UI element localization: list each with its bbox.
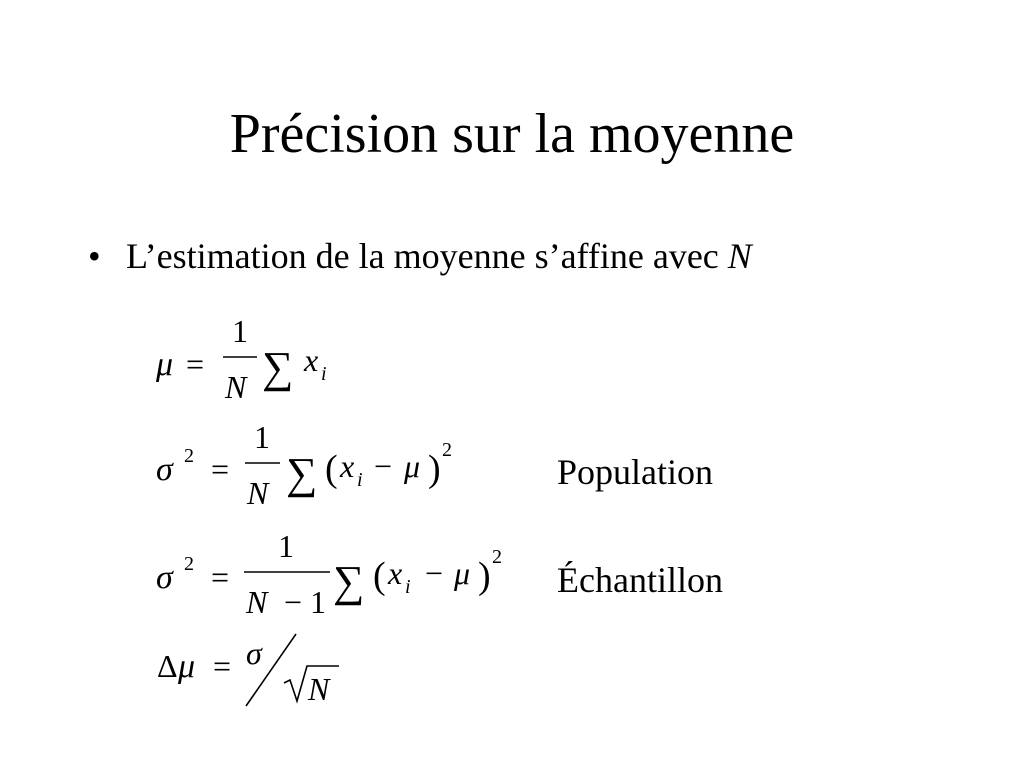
mean-denominator: N <box>225 369 247 405</box>
precision-sigma: σ <box>246 635 262 671</box>
formula-mean <box>155 313 327 405</box>
mean-x: x <box>304 342 319 378</box>
varsample-x: x <box>388 555 403 591</box>
mean-numerator: 1 <box>232 313 248 349</box>
varsample-den-one: 1 <box>310 584 326 620</box>
varpop-denominator: N <box>247 475 269 511</box>
precision-mu: μ <box>178 648 196 685</box>
precision-equals: = <box>213 648 232 684</box>
varsample-exp: 2 <box>492 546 502 568</box>
varsample-minus: − <box>425 555 444 591</box>
varpop-minus: − <box>374 448 393 484</box>
varpop-sub-i: i <box>357 469 363 491</box>
varsample-numerator: 1 <box>278 528 294 564</box>
bullet-variable-n: N <box>727 236 752 276</box>
varsample-den-n: N <box>246 584 268 620</box>
varsample-mu: μ <box>454 555 471 591</box>
varpop-rparen: ) <box>428 448 441 490</box>
varpop-lhs-sigma: σ <box>156 451 173 488</box>
varpop-numerator: 1 <box>254 419 270 455</box>
varsample-sum-icon: ∑ <box>333 557 365 606</box>
formula-variance-population <box>156 419 452 511</box>
formula-precision <box>157 634 339 707</box>
formula-variance-sample <box>156 528 502 620</box>
varsample-lparen: ( <box>373 555 386 597</box>
varsample-equals: = <box>211 559 230 595</box>
mean-lhs-mu: μ <box>156 346 174 383</box>
varpop-lhs-exp: 2 <box>184 445 194 467</box>
bullet-dot-icon: • <box>88 236 101 276</box>
label-population: Population <box>557 452 714 492</box>
varpop-sum-icon: ∑ <box>286 449 318 498</box>
bullet-text: L’estimation de la moyenne s’affine avec <box>126 236 728 276</box>
varsample-lhs-exp: 2 <box>184 553 194 575</box>
mean-sub-i: i <box>321 363 327 385</box>
varpop-exp: 2 <box>442 439 452 461</box>
precision-n: N <box>308 671 330 707</box>
varsample-den-minus: − <box>284 584 303 620</box>
varsample-sub-i: i <box>405 576 411 598</box>
mean-sum-icon: ∑ <box>262 343 294 392</box>
varsample-rparen: ) <box>478 555 491 597</box>
varpop-mu: μ <box>404 448 421 484</box>
varpop-x: x <box>340 448 355 484</box>
varsample-lhs-sigma: σ <box>156 559 173 596</box>
precision-delta: Δ <box>157 648 178 684</box>
slide-title: Précision sur la moyenne <box>229 103 795 165</box>
mean-equals: = <box>186 346 205 382</box>
varpop-equals: = <box>211 451 230 487</box>
varpop-lparen: ( <box>325 448 338 490</box>
label-echantillon: Échantillon <box>557 560 723 600</box>
